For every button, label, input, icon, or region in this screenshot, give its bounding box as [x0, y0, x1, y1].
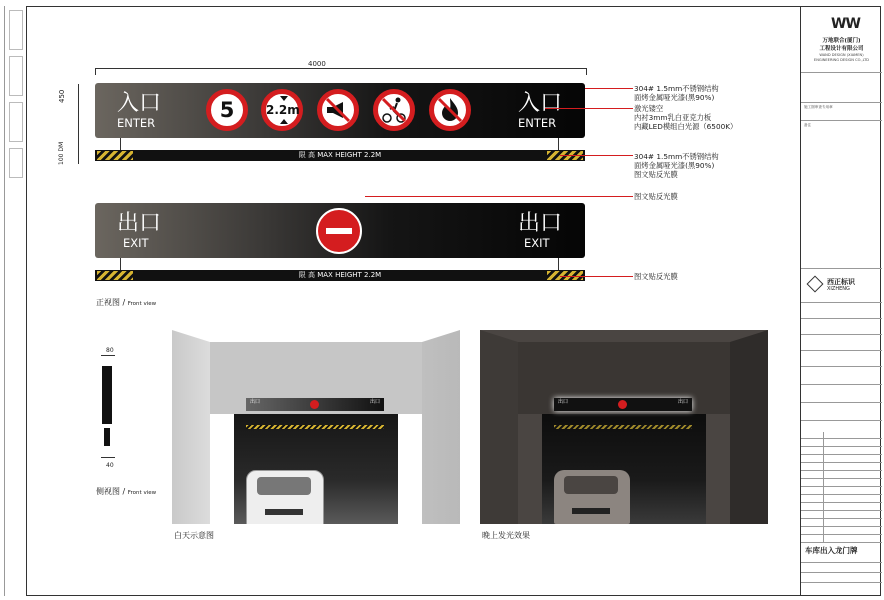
- no-fire-icon: [429, 89, 471, 131]
- side-view-label: 侧视图 / Front view: [96, 487, 157, 496]
- hazard-stripe-left: [97, 151, 133, 160]
- tb-divider: [801, 72, 882, 73]
- tb-divider: [801, 402, 882, 403]
- no-entry-icon: [316, 208, 362, 254]
- drawing-title: 车库出入龙门牌: [805, 546, 858, 555]
- dimension-stripe-value: 100: [58, 153, 65, 165]
- dimension-width: 4000: [308, 60, 326, 68]
- note-reflective-2: 图文贴反光膜: [634, 272, 678, 281]
- brand-name-en: XIZHENG: [827, 286, 850, 292]
- tb-divider: [801, 366, 882, 367]
- side-view-en: Front view: [127, 490, 157, 496]
- support-post: [120, 138, 121, 150]
- strip-cell: [9, 102, 23, 142]
- note-line: 图文贴反光膜: [634, 170, 678, 179]
- tb-divider: [801, 318, 882, 319]
- height-limit-value: 2.2m: [266, 103, 300, 117]
- note-reflective-1: 图文贴反光膜: [634, 192, 678, 201]
- arrow-down-icon: [280, 96, 288, 101]
- note-structure-1: [634, 84, 719, 102]
- day-render: [172, 330, 460, 524]
- leader-line: [560, 276, 633, 277]
- mini-no-entry-icon: [618, 400, 627, 409]
- note-line: 面烤金属哑光漆(黑90%): [634, 161, 715, 170]
- support-post: [558, 138, 559, 150]
- dimension-line-height: [74, 84, 79, 164]
- entry-cn-right: 入口: [518, 91, 563, 116]
- tb-stamp-label: 施工图审查专用章: [804, 105, 833, 109]
- company-name-en1: WAND DESIGN (XIAMEN): [819, 53, 864, 57]
- tb-divider: [801, 582, 882, 583]
- exit-cn-right: 出口: [518, 211, 563, 236]
- tb-divider: [801, 420, 882, 421]
- night-render: [480, 330, 768, 524]
- dimension-line-width: [95, 68, 587, 75]
- no-horn-icon: [317, 89, 359, 131]
- note-line: 内藏LED模组白光源（6500K）: [634, 122, 738, 131]
- dimension-unit: DM: [58, 141, 65, 152]
- mini-sign-night: [554, 398, 692, 411]
- car-windshield: [564, 476, 618, 494]
- support-post: [558, 258, 559, 270]
- car-plate: [572, 508, 610, 514]
- no-entry-bar: [326, 228, 352, 234]
- strip-cell: [9, 56, 23, 96]
- tb-divider: [801, 562, 882, 563]
- entry-en-right: ENTER: [518, 116, 557, 130]
- entry-en-left: ENTER: [117, 116, 156, 130]
- car-icon: [246, 470, 324, 524]
- note-line: 面烤金属哑光漆(黑90%): [634, 93, 715, 102]
- side-dim-bottom: 40: [106, 462, 114, 469]
- leader-line: [545, 108, 633, 109]
- mini-stripe-day: [246, 425, 384, 429]
- mini-sign-cn-left: 出口: [250, 399, 261, 405]
- leader-line: [365, 196, 633, 197]
- exit-stripe-text: 限 高 MAX HEIGHT 2.2M: [298, 271, 382, 279]
- tb-divider: [801, 334, 882, 335]
- leader-line: [585, 88, 633, 89]
- mini-sign-day: [246, 398, 384, 411]
- side-dim-top: 80: [106, 347, 114, 354]
- leader-line: [560, 155, 633, 156]
- tb-divider: [801, 268, 882, 269]
- note-lighting: [634, 104, 737, 131]
- side-dim-line: [101, 355, 115, 356]
- company-name-cn2: 工程设计有限公司: [819, 46, 864, 52]
- mini-sign-cn-right: 出口: [677, 399, 688, 405]
- exit-cn-left: 出口: [117, 211, 162, 236]
- note-line: 304# 1.5mm不锈钢结构: [634, 84, 719, 93]
- exit-en-left: EXIT: [123, 236, 149, 250]
- tb-divider: [801, 102, 882, 103]
- tb-divider: [801, 350, 882, 351]
- note-line: 内衬3mm乳白亚克力板: [634, 113, 712, 122]
- front-view-label: 正视图 / Front view: [96, 298, 157, 307]
- speed-limit-icon: [206, 89, 248, 131]
- side-view-stripe: [104, 428, 110, 446]
- side-view-cn: 侧视图: [96, 487, 120, 496]
- entry-cn-left: 入口: [117, 91, 162, 116]
- car-icon: [554, 470, 630, 524]
- tb-divider: [801, 120, 882, 121]
- exit-en-right: EXIT: [524, 236, 550, 250]
- side-view-panel: [102, 366, 112, 424]
- night-caption: 晚上发光效果: [482, 531, 530, 540]
- title-block: [800, 6, 882, 596]
- exit-height-stripe: [95, 270, 585, 281]
- left-binding-strip: [4, 6, 27, 596]
- support-post: [120, 258, 121, 270]
- company-name-cn: 万地联合(厦门): [822, 38, 861, 44]
- exit-sign-panel: [95, 203, 585, 258]
- front-view-en: Front view: [127, 301, 157, 307]
- mini-sign-cn-left: 出口: [558, 399, 569, 405]
- mini-sign-cn-right: 出口: [369, 399, 380, 405]
- tb-divider: [801, 572, 882, 573]
- note-structure-2: [634, 152, 719, 179]
- strip-cell: [9, 10, 23, 50]
- tb-remark-label: 备注: [804, 123, 812, 127]
- entry-stripe-text: 限 高 MAX HEIGHT 2.2M: [298, 151, 382, 159]
- front-view-cn: 正视图: [96, 298, 120, 307]
- hazard-stripe-left: [97, 271, 133, 280]
- tb-divider: [801, 384, 882, 385]
- note-line: 304# 1.5mm不锈钢结构: [634, 152, 719, 161]
- brand-name-cn: 西正标识: [827, 278, 855, 286]
- entry-sign-panel: [95, 83, 585, 138]
- no-pedestrian-bicycle-icon: [373, 89, 415, 131]
- strip-cell: [9, 148, 23, 178]
- mini-stripe-night: [554, 425, 692, 429]
- tb-divider: [801, 302, 882, 303]
- car-windshield: [257, 477, 311, 495]
- note-line: 激光镂空: [634, 104, 664, 113]
- mini-no-entry-icon: [310, 400, 319, 409]
- car-plate: [265, 509, 303, 515]
- entry-height-stripe: [95, 150, 585, 161]
- company-name-en2: ENGINEERING DESIGN CO.,LTD: [813, 58, 870, 62]
- speed-limit-value: 5: [219, 98, 235, 122]
- day-caption: 白天示意图: [174, 531, 214, 540]
- company-logo-icon: WW: [831, 16, 860, 32]
- dimension-height: 450: [58, 89, 66, 103]
- brand-logo-icon: [807, 276, 824, 293]
- tb-column-divider: [801, 432, 824, 542]
- arrow-up-icon: [280, 119, 288, 124]
- dimension-stripe: [58, 142, 65, 165]
- height-limit-icon: [261, 89, 303, 131]
- tb-divider: [801, 542, 882, 543]
- side-dim-line: [101, 457, 115, 458]
